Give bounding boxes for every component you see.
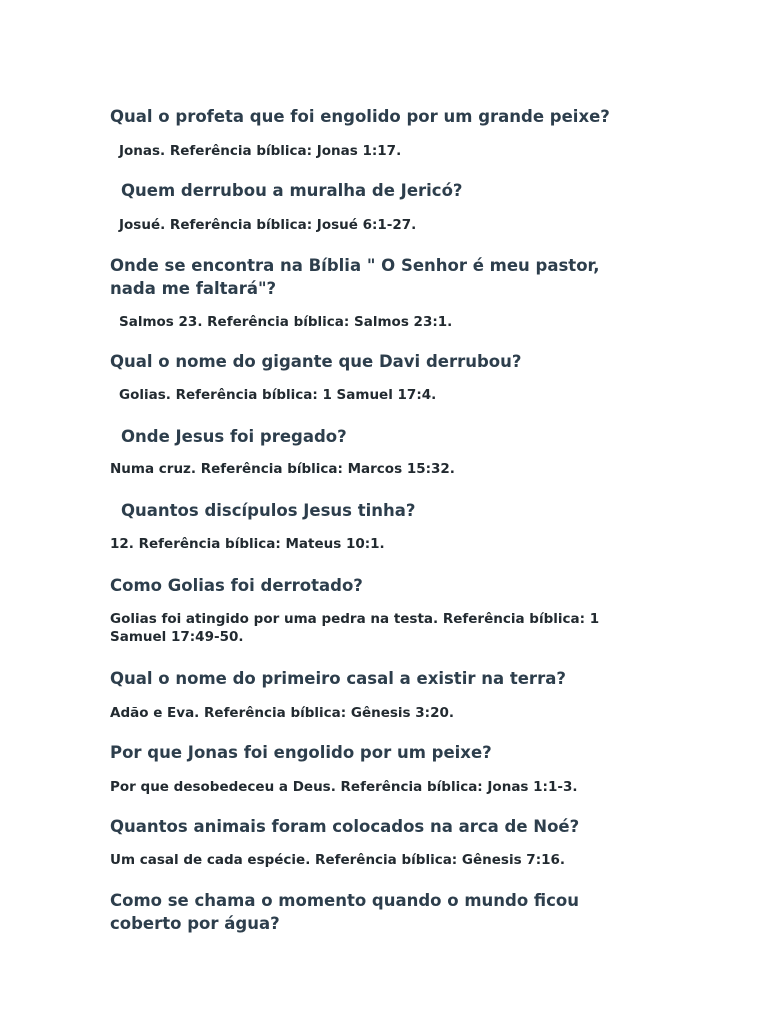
answer-9: Por que desobedeceu a Deus. Referência bíblica: Jonas 1:1-3. (110, 779, 578, 795)
question-9: Por que Jonas foi engolido por um peixe? (110, 743, 492, 762)
answer-5: Numa cruz. Referência bíblica: Marcos 15:32. (110, 461, 455, 477)
answer-3: Salmos 23. Referência bíblica: Salmos 23:1. (119, 314, 453, 330)
answer-8: Adão e Eva. Referência bíblica: Gênesis 3:20. (110, 705, 454, 721)
question-2: Quem derrubou a muralha de Jericó? (121, 181, 463, 200)
answer-7: Golias foi atingido por uma pedra na testa. Referência bíblica: 1 Samuel 17:49-50. (110, 611, 600, 645)
question-4: Qual o nome do gigante que Davi derrubou? (110, 352, 522, 371)
answer-2: Josué. Referência bíblica: Josué 6:1-27. (119, 217, 417, 233)
answer-6: 12. Referência bíblica: Mateus 10:1. (110, 536, 385, 552)
answer-10: Um casal de cada espécie. Referência bíblica: Gênesis 7:16. (110, 852, 566, 868)
answer-4: Golias. Referência bíblica: 1 Samuel 17:4. (119, 387, 437, 403)
question-3: Onde se encontra na Bíblia " O Senhor é meu pastor, nada me faltará"? (110, 256, 600, 298)
question-8: Qual o nome do primeiro casal a existir na terra? (110, 669, 566, 688)
answer-1: Jonas. Referência bíblica: Jonas 1:17. (119, 143, 402, 159)
question-5: Onde Jesus foi pregado? (121, 427, 347, 446)
question-7: Como Golias foi derrotado? (110, 576, 363, 595)
question-10: Quantos animais foram colocados na arca de Noé? (110, 817, 580, 836)
question-11: Como se chama o momento quando o mundo ficou coberto por água? (110, 891, 579, 933)
question-6: Quantos discípulos Jesus tinha? (121, 501, 416, 520)
question-1: Qual o profeta que foi engolido por um grande peixe? (110, 107, 610, 126)
